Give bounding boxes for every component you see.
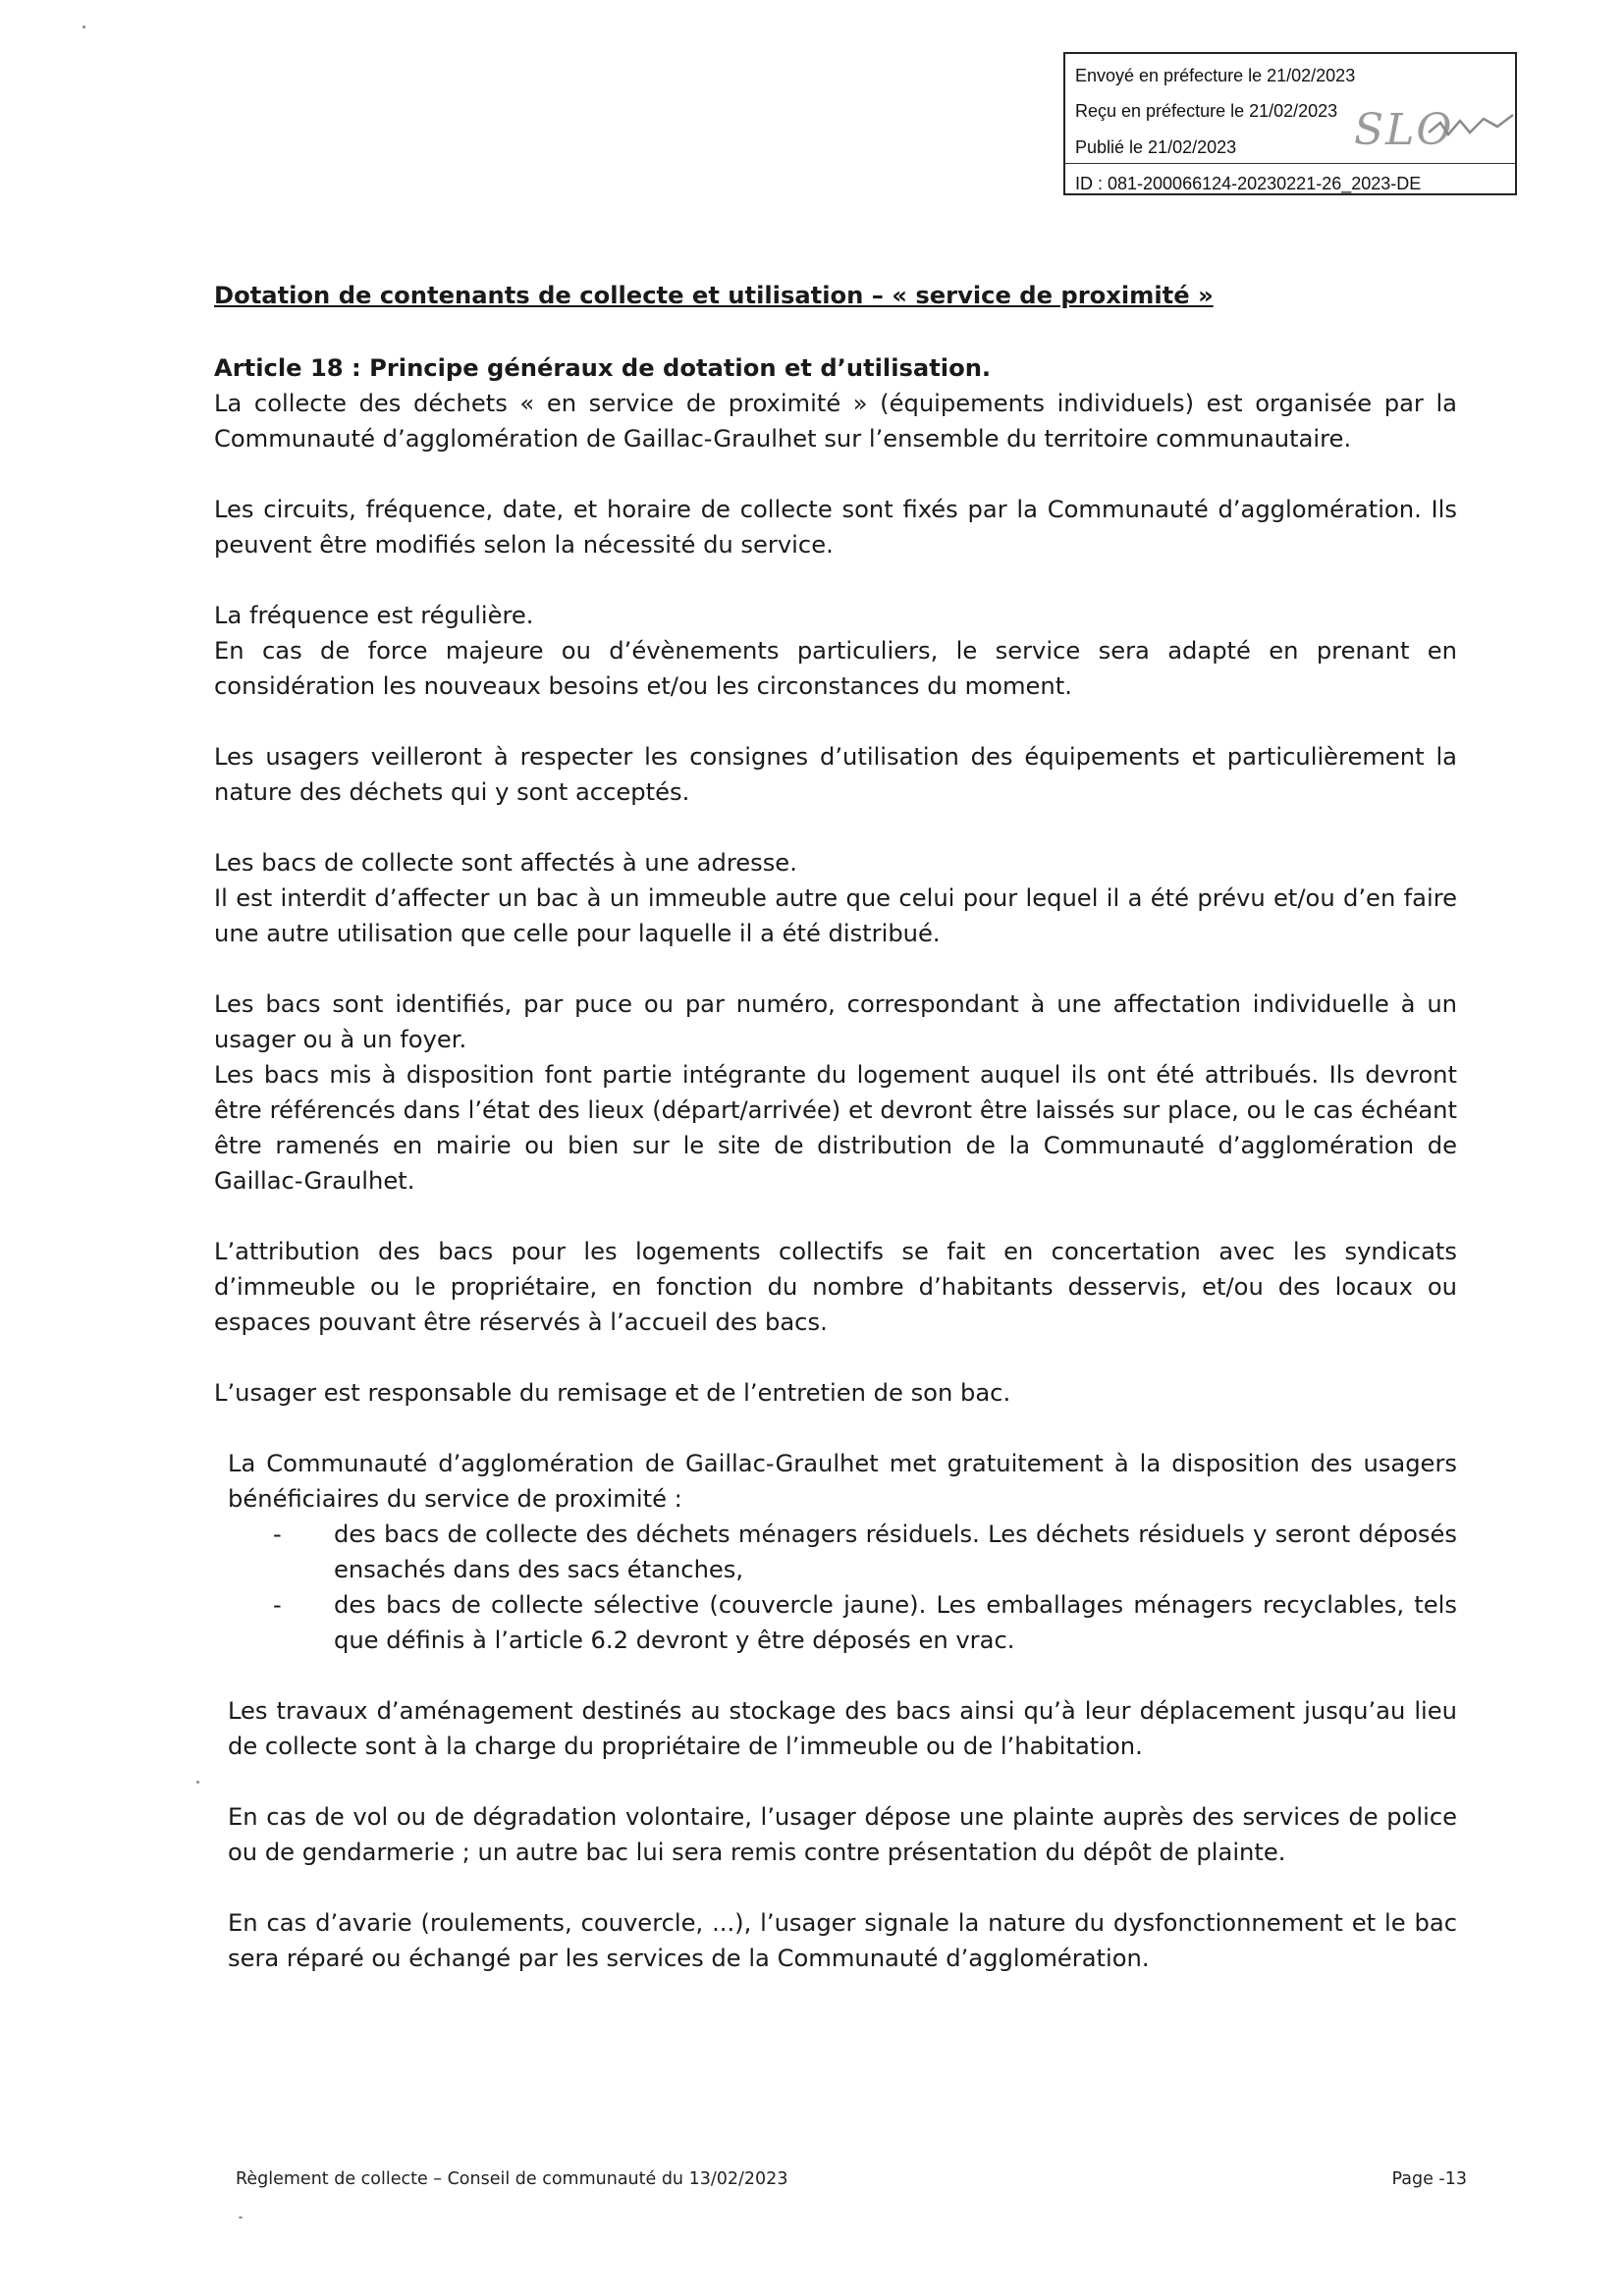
bin-list <box>228 1517 1457 1658</box>
scan-speck <box>82 26 85 28</box>
list-item: - des bacs de collecte sélective (couvercle jaune). Les emballages ménagers recyclables, tels que définis à l’article 6.2 devront y être déposés en vrac. <box>334 1587 1457 1658</box>
paragraph-identification: Les bacs sont identifiés, par puce ou par numéro, correspondant à une affectation individuelle à un usager ou à un foyer. <box>214 990 1457 1053</box>
paragraph-frequency: La fréquence est régulière. <box>214 602 534 629</box>
stamp-divider <box>1065 163 1515 164</box>
address-block <box>214 845 1457 951</box>
handwritten-signature <box>1354 105 1453 155</box>
paragraph-address: Les bacs de collecte sont affectés à une adresse. <box>214 849 797 877</box>
page-number: Page -13 <box>1391 2169 1467 2189</box>
footer-title: Règlement de collecte – Conseil de communauté du 13/02/2023 <box>236 2169 788 2189</box>
paragraph-circuits: Les circuits, fréquence, date, et horaire de collecte sont fixés par la Communauté d’agglomération. Ils peuvent être modifiés selon la nécessité du service. <box>214 496 1457 559</box>
stamp-published-date: Publié le 21/02/2023 <box>1075 137 1237 157</box>
frequency-block <box>214 598 1457 704</box>
article-intro: La collecte des déchets « en service de proximité » (équipements individuels) est organisée par la Communauté d’agglomération de Gaillac-Graulhet sur l’ensemble du territoire communautaire. <box>214 390 1457 453</box>
stamp-received-date: Reçu en préfecture le 21/02/2023 <box>1075 101 1338 121</box>
list-item: - des bacs de collecte des déchets ménagers résiduels. Les déchets résiduels y seront déposés ensachés dans des sacs étanches, <box>334 1517 1457 1587</box>
paragraph-avarie: En cas d’avarie (roulements, couvercle, ...), l’usager signale la nature du dysfonctionnement et le bac sera réparé ou échangé par les services de la Communauté d’agglomération. <box>228 1909 1457 1972</box>
signature-flourish-icon <box>1427 113 1515 142</box>
identification-block <box>214 987 1457 1199</box>
paragraph-logement: Les bacs mis à disposition font partie intégrante du logement auquel ils ont été attribués. Ils devront être référencés dans l’état des lieux (départ/arrivée) et devront être laissés sur place, ou le cas échéant être ramenés en mairie ou bien sur le site de distribution de la Communauté d’agglomération de Gaillac-Graulhet. <box>214 1061 1457 1195</box>
prefecture-stamp <box>1063 52 1517 195</box>
signature-text: SLO <box>1354 105 1454 155</box>
paragraph-travaux: Les travaux d’aménagement destinés au stockage des bacs ainsi qu’à leur déplacement jusqu’au lieu de collecte sont à la charge du propriétaire de l’immeuble ou de l’habitation. <box>228 1697 1457 1760</box>
paragraph-interdiction: Il est interdit d’affecter un bac à un immeuble autre que celui pour lequel il a été prévu et/ou d’en faire une autre utilisation que celle pour laquelle il a été distribué. <box>214 884 1457 947</box>
paragraph-responsabilite: L’usager est responsable du remisage et de l’entretien de son bac. <box>214 1379 1011 1407</box>
paragraph-force-majeure: En cas de force majeure ou d’évènements particuliers, le service sera adapté en prenant en considération les nouveaux besoins et/ou les circonstances du moment. <box>214 637 1457 700</box>
paragraph-consignes: Les usagers veilleront à respecter les consignes d’utilisation des équipements et particulièrement la nature des déchets qui y sont acceptés. <box>214 743 1457 806</box>
paragraph-vol: En cas de vol ou de dégradation volontaire, l’usager dépose une plainte auprès des services de police ou de gendarmerie ; un autre bac lui sera remis contre présentation du dépôt de plainte. <box>228 1803 1457 1866</box>
scan-speck <box>196 1781 199 1784</box>
paragraph-dotation: La Communauté d’agglomération de Gaillac-Graulhet met gratuitement à la disposition des usagers bénéficiaires du service de proximité : <box>228 1450 1457 1513</box>
dotation-block <box>214 1446 1457 1658</box>
article-title: Article 18 : Principe généraux de dotation et d’utilisation. <box>214 354 992 382</box>
stamp-id: ID : 081-200066124-20230221-26_2023-DE <box>1075 174 1422 193</box>
document-body <box>214 278 1457 2011</box>
article-intro-block <box>214 350 1457 456</box>
section-heading: Dotation de contenants de collecte et utilisation – « service de proximité » <box>214 282 1214 309</box>
paragraph-attribution: L’attribution des bacs pour les logements collectifs se fait en concertation avec les syndicats d’immeuble ou le propriétaire, en fonction du nombre d’habitants desservis, et/ou des locaux ou espaces pouvant être réservés à l’accueil des bacs. <box>214 1238 1457 1336</box>
stamp-sent-date: Envoyé en préfecture le 21/02/2023 <box>1075 66 1356 85</box>
scan-speck <box>239 2216 243 2218</box>
